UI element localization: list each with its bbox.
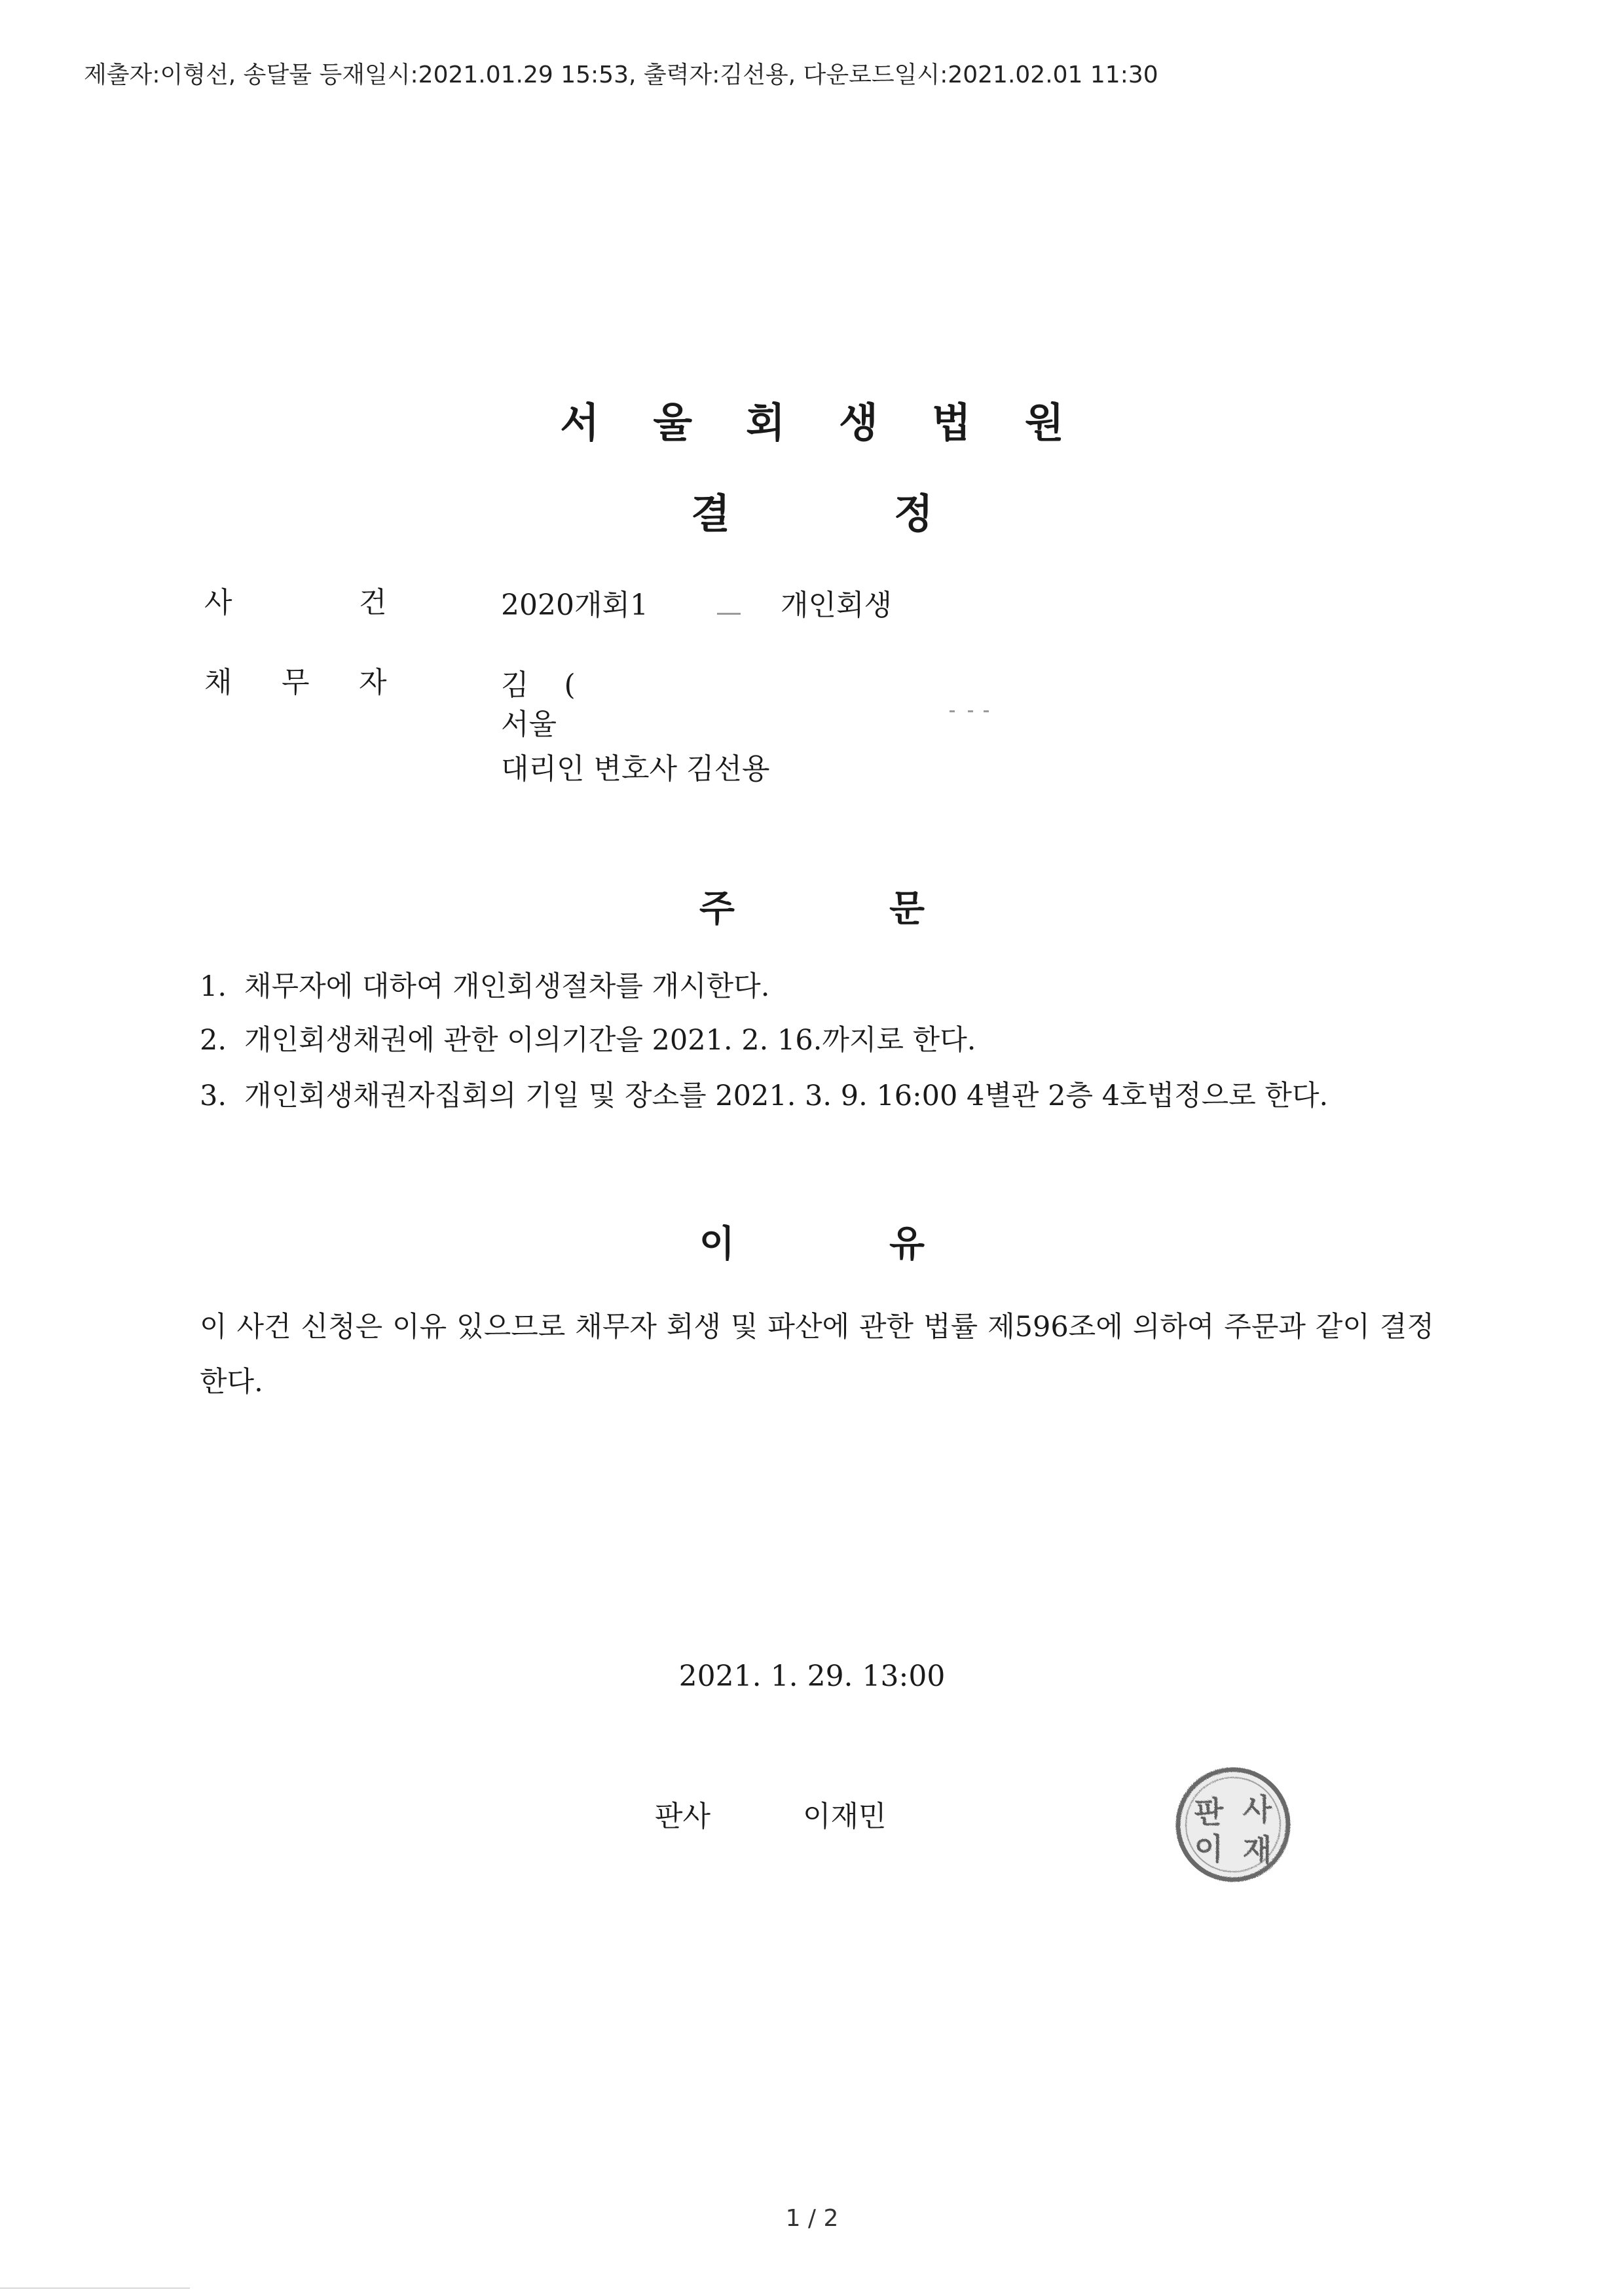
court-title-char: 원 (1024, 399, 1064, 446)
order-item (200, 966, 1434, 1007)
order-item-number: 1. (200, 970, 227, 1003)
debtor-agent: 대리인 변호사 김선용 (501, 752, 770, 786)
seal-char: 이 (1194, 1831, 1224, 1867)
seal-char: 재 (1242, 1832, 1272, 1868)
decision-title-char: 결 (691, 490, 730, 538)
judge-seal-icon (1171, 1762, 1295, 1887)
scan-edge-line (0, 2287, 190, 2289)
decision-title (0, 481, 1624, 539)
case-label-char: 건 (359, 586, 387, 619)
judge-label: 판사 (655, 1800, 711, 1833)
order-item (200, 1020, 1434, 1061)
case-type: 개인회생 (781, 589, 893, 622)
debtor-label-char: 무 (282, 666, 310, 699)
seal-char: 사 (1242, 1792, 1272, 1827)
order-item-number: 2. (200, 1024, 227, 1057)
redaction-mark (717, 613, 741, 615)
case-number: 2020개회1 (501, 589, 648, 622)
redaction-mark (950, 710, 955, 712)
court-title (0, 390, 1624, 448)
debtor-label-char: 자 (359, 666, 387, 699)
court-title-char: 법 (931, 399, 971, 446)
decision-title-char: 정 (894, 490, 933, 538)
debtor-name: 김 ( (501, 668, 576, 702)
order-title-char: 주 (699, 888, 735, 930)
judge-name: 이재민 (803, 1800, 887, 1833)
reason-text: 이 사건 신청은 이유 있으므로 채무자 회생 및 파산에 관한 법률 제596조에 의하여 주문과 같이 결정한다. (200, 1311, 1434, 1398)
order-item-text: 개인회생채권자집회의 기일 및 장소를 2021. 3. 9. 16:00 4별관 2층 4호법정으로 한다. (244, 1080, 1329, 1112)
order-item (200, 1074, 1434, 1118)
court-title-char: 생 (839, 399, 878, 446)
decision-date: 2021. 1. 29. 13:00 (678, 1660, 946, 1693)
case-label-char: 사 (204, 586, 232, 619)
reason-section-title (0, 1215, 1624, 1267)
page-number: 1 / 2 (785, 2205, 839, 2232)
redaction-mark (968, 710, 973, 712)
debtor-label-char: 채 (204, 666, 232, 699)
reason-title-char: 이 (699, 1223, 735, 1266)
court-title-char: 회 (746, 399, 785, 446)
seal-char: 판 (1194, 1795, 1224, 1830)
court-title-char: 서 (560, 399, 600, 446)
order-item-text: 채무자에 대하여 개인회생절차를 개시한다. (244, 970, 770, 1003)
submission-stamp: 제출자:이형선, 송달물 등재일시:2021.01.29 15:53, 출력자:김선용, 다운로드일시:2021.02.01 11:30 (84, 62, 1158, 88)
order-section-title (0, 880, 1624, 932)
order-title-char: 문 (889, 888, 925, 930)
debtor-address: 서울 (501, 708, 557, 741)
order-item-number: 3. (200, 1080, 227, 1112)
redaction-mark (984, 710, 989, 712)
order-item-text: 개인회생채권에 관한 이의기간을 2021. 2. 16.까지로 한다. (244, 1024, 976, 1057)
reason-title-char: 유 (889, 1223, 925, 1266)
court-title-char: 울 (653, 399, 693, 446)
